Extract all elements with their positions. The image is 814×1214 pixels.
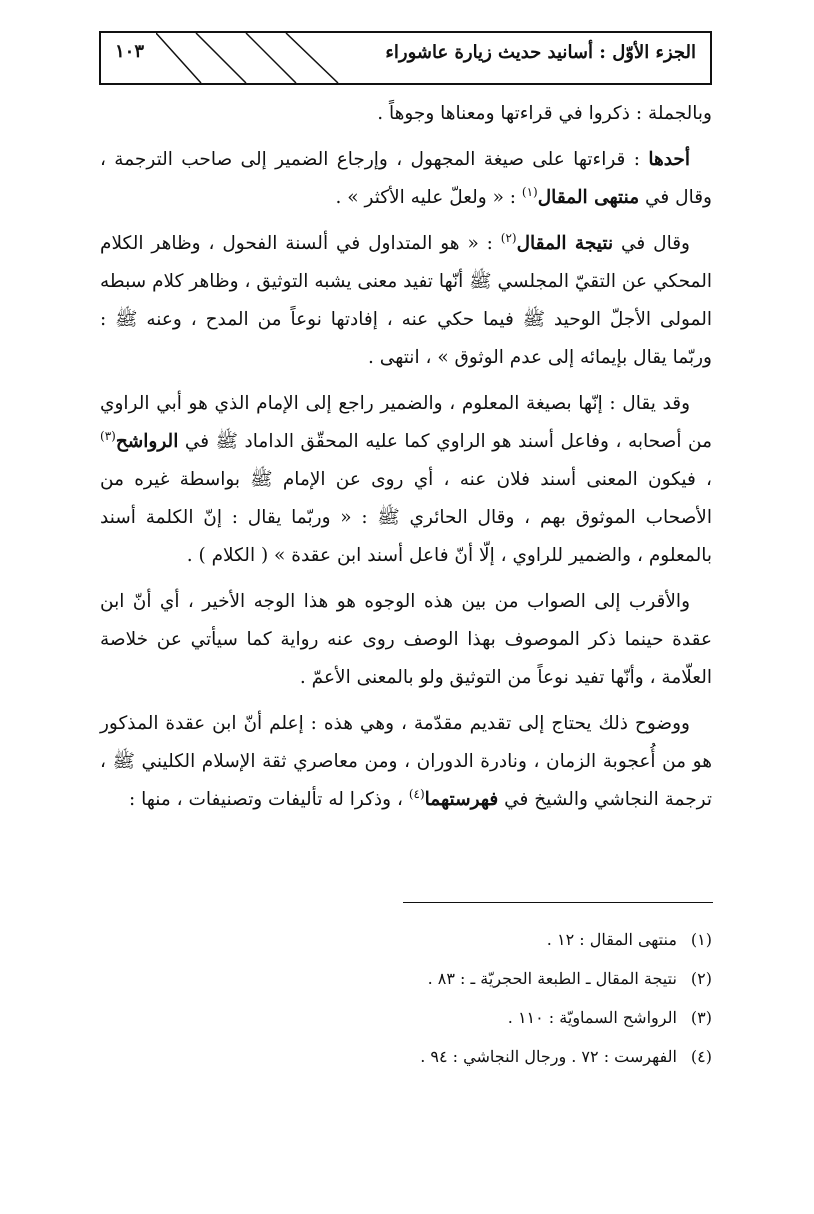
page-number: ١٠٣ [115, 41, 145, 62]
text-run: وقال في [613, 233, 690, 254]
footnote-text: نتيجة المقال ـ الطبعة الحجريّة ـ : ٨٣ . [427, 969, 677, 988]
footnote [300, 959, 712, 998]
bold-term: الرواشح [115, 431, 179, 452]
text-run: والأقرب إلى الصواب من بين هذه الوجوه هو هذا الوجه الأخير ، أي أنّ ابن عقدة حينما ذكر الموصوف بهذا الوصف روى عنه رواية كما سيأتي عن خلاصة العلّامة ، وأنّها تفيد نوعاً من التوثيق ولو بالمعنى الأعمّ . [100, 591, 712, 688]
footnote-ref: (٤) [408, 786, 425, 801]
text-run: وبالجملة : ذكروا في قراءتها ومعناها وجوهاً . [377, 103, 712, 124]
footnote-number: (٢) [690, 969, 712, 988]
footnote-text: الرواشح السماويّة : ١١٠ . [507, 1008, 677, 1027]
text-run: : قراءتها على صيغة المجهول ، وإرجاع الضمير إلى صاحب الترجمة ، وقال في [100, 149, 712, 208]
page-header [99, 31, 712, 85]
bold-term: نتيجة المقال [516, 233, 614, 254]
text-run: ، وذكرا له تأليفات وتصنيفات ، منها : [128, 789, 409, 810]
footnote-number: (١) [690, 930, 712, 949]
paragraph [100, 141, 712, 217]
footnote [300, 1037, 712, 1076]
header-ornament [156, 33, 341, 83]
paragraph [100, 583, 712, 697]
footnote-separator [403, 902, 713, 903]
footnote-ref: (٣) [100, 428, 116, 443]
paragraph [100, 385, 712, 575]
paragraph [100, 95, 712, 133]
bold-term: منتهى المقال [537, 187, 640, 208]
bold-term: أحدها [648, 149, 690, 170]
header-title: الجزء الأوّل : أسانيد حديث زيارة عاشوراء [385, 42, 696, 63]
footnote [300, 998, 712, 1037]
bold-term: فهرستهما [424, 789, 499, 810]
footnote-number: (٤) [690, 1047, 712, 1066]
footnote [300, 920, 712, 959]
footnote-text: منتهى المقال : ١٢ . [546, 930, 677, 949]
footnotes [300, 920, 712, 1076]
footnote-ref: (١) [521, 184, 538, 199]
footnote-number: (٣) [690, 1008, 712, 1027]
main-text [100, 95, 712, 827]
text-run: وقد يقال : إنّها بصيغة المعلوم ، والضمير راجع إلى الإمام الذي هو أبي الراوي من أصحابه ، وفاعل أسند هو الراوي كما عليه المحقّق الداماد ﷺ في [100, 393, 712, 452]
text-run: : « هو المتداول في ألسنة الفحول ، وظاهر الكلام المحكي عن التقيّ المجلسي ﷺ أنّها تفيد معنى يشبه التوثيق ، وظاهر كلام سبطه المولى الأجلّ الوحيد ﷺ فيما حكي عنه ، إفادتها نوعاً من المدح ، وعنه ﷺ : وربّما يقال بإيمائه إلى عدم الوثوق » ، انتهى . [100, 233, 712, 368]
text-run: ووضوح ذلك يحتاج إلى تقديم مقدّمة ، وهي هذه : إعلم أنّ ابن عقدة المذكور هو من أُعجوبة الزمان ، ونادرة الدوران ، ومن معاصري ثقة الإسلام الكليني ﷺ ، ترجمة النجاشي والشيخ في [100, 713, 712, 810]
footnote-text: الفهرست : ٧٢ . ورجال النجاشي : ٩٤ . [420, 1047, 677, 1066]
footnote-ref: (٢) [500, 230, 517, 245]
text-run: : « ولعلّ عليه الأكثر » . [335, 187, 522, 208]
text-run: ، فيكون المعنى أسند فلان عنه ، أي روى عن الإمام ﷺ بواسطة غيره من الأصحاب الموثوق بهم ، وقال الحائري ﷺ : « وربّما يقال : إنّ الكلمة أسند بالمعلوم ، والضمير للراوي ، إلّا أنّ فاعل أسند ابن عقدة » ( الكلام ) . [100, 469, 712, 566]
paragraph [100, 225, 712, 377]
paragraph [100, 705, 712, 819]
